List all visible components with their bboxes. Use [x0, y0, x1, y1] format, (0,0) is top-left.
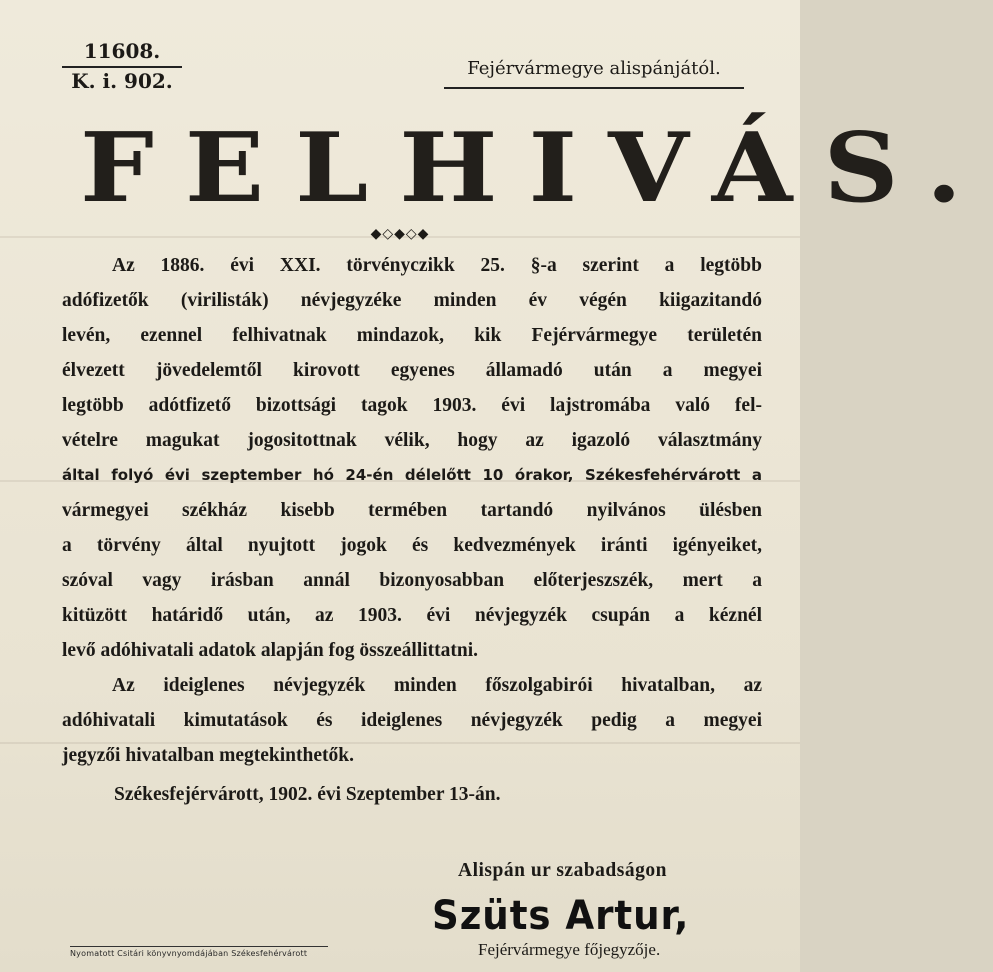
- issuer: Fejérvármegye alispánjától.: [444, 58, 744, 89]
- text-line: legtöbb adótfizető bizottsági tagok 1903. évi lajstromába való fel-: [62, 395, 762, 416]
- text-line: a törvény által nyujtott jogok és kedvezmények iránti igényeiket,: [62, 535, 762, 556]
- text-line: Az 1886. évi XXI. törvényczikk 25. §-a szerint a legtöbb: [112, 255, 762, 276]
- text-line: levén, ezennel felhivatnak mindazok, kik Fejérvármegye területén: [62, 325, 762, 346]
- text-line: kitüzött határidő után, az 1903. évi névjegyzék csupán a kéznél: [62, 605, 762, 626]
- paragraph-1: [62, 248, 762, 668]
- text-line: adóhivatali kimutatások és ideiglenes névjegyzék pedig a megyei: [62, 710, 762, 731]
- signature-name: Szüts Artur,: [432, 893, 690, 939]
- reg-number: 11608.: [83, 39, 161, 63]
- registration-number: [62, 38, 182, 94]
- dateline: Székesfejérvárott, 1902. évi Szeptember 13-án.: [114, 784, 501, 805]
- poster-title: FELHIVÁS.: [80, 110, 993, 225]
- signature-note: Alispán ur szabadságon: [458, 860, 667, 881]
- text-line: jegyzői hivatalban megtekinthetők.: [62, 745, 354, 766]
- text-line: vételre magukat jogositottnak vélik, hogy az igazoló választmány: [62, 430, 762, 451]
- text-line: Az ideiglenes névjegyzék minden főszolgabirói hivatalban, az: [112, 675, 762, 696]
- paragraph-2: [62, 668, 762, 773]
- reg-code: K. i. 902.: [71, 69, 173, 93]
- text-line: adófizetők (virilisták) névjegyzéke minden év végén kiigazitandó: [62, 290, 762, 311]
- text-line: élvezett jövedelemtől kirovott egyenes államadó után a megyei: [62, 360, 762, 381]
- text-line: levő adóhivatali adatok alapján fog összeállittatni.: [62, 640, 479, 661]
- notice-body: [62, 248, 762, 773]
- text-line: vármegyei székház kisebb termében tartandó nyilvános ülésben: [62, 500, 762, 521]
- signature-role: Fejérvármegye főjegyzője.: [478, 940, 661, 959]
- printer-imprint: Nyomatott Csitári könyvnyomdájában Székesfehérvárott: [70, 946, 328, 958]
- text-line: szóval vagy irásban annál bizonyosabban előterjeszszék, mert a: [62, 570, 762, 591]
- ornament-divider-icon: ◆◇◆◇◆: [370, 226, 430, 242]
- text-line: által folyó évi szeptember hó 24-én délelőtt 10 órakor, Székesfehérvárott a: [62, 466, 762, 484]
